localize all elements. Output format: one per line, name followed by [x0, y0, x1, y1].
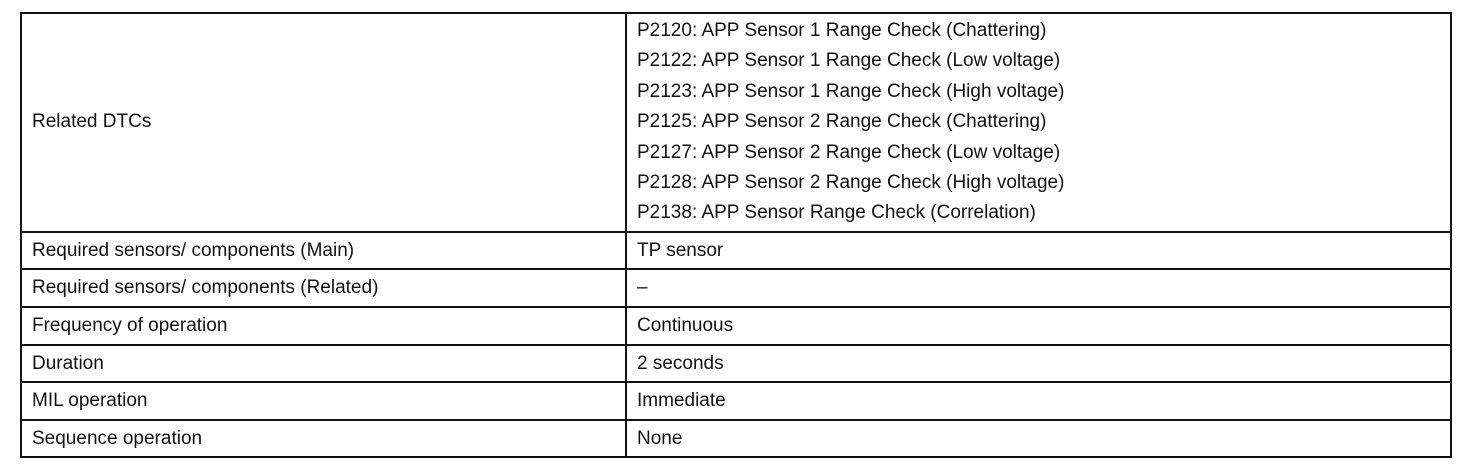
table-row-sequence-operation	[21, 420, 1451, 458]
row-value-related-dtcs	[626, 13, 1451, 232]
row-value-required-sensors-related: –	[626, 269, 1451, 307]
table-row-duration	[21, 345, 1451, 383]
table-row-related-dtcs	[21, 13, 1451, 232]
table-row-required-sensors-main	[21, 232, 1451, 270]
row-label-duration: Duration	[21, 345, 626, 383]
dtc-item-p2122: P2122: APP Sensor 1 Range Check (Low voltage)	[637, 50, 1061, 72]
row-value-sequence-operation: None	[626, 420, 1451, 458]
dtc-item-p2128: P2128: APP Sensor 2 Range Check (High voltage)	[637, 172, 1065, 194]
table-row-required-sensors-related	[21, 269, 1451, 307]
dtc-item-p2138: P2138: APP Sensor Range Check (Correlation)	[637, 202, 1036, 224]
dtc-item-p2125: P2125: APP Sensor 2 Range Check (Chattering)	[637, 111, 1047, 133]
row-label-required-sensors-main: Required sensors/ components (Main)	[21, 232, 626, 270]
dtc-item-p2127: P2127: APP Sensor 2 Range Check (Low voltage)	[637, 141, 1061, 163]
dtc-item-p2123: P2123: APP Sensor 1 Range Check (High voltage)	[637, 80, 1065, 102]
dtc-item-p2120: P2120: APP Sensor 1 Range Check (Chattering)	[637, 20, 1047, 41]
row-label-frequency-of-operation: Frequency of operation	[21, 307, 626, 345]
row-label-sequence-operation: Sequence operation	[21, 420, 626, 458]
row-label-related-dtcs: Related DTCs	[21, 13, 626, 232]
table-row-mil-operation	[21, 382, 1451, 420]
table-row-frequency-of-operation	[21, 307, 1451, 345]
row-value-required-sensors-main: TP sensor	[626, 232, 1451, 270]
row-label-mil-operation: MIL operation	[21, 382, 626, 420]
row-value-frequency-of-operation: Continuous	[626, 307, 1451, 345]
row-label-required-sensors-related: Required sensors/ components (Related)	[21, 269, 626, 307]
monitor-spec-table	[20, 12, 1452, 458]
row-value-duration: 2 seconds	[626, 345, 1451, 383]
row-value-mil-operation: Immediate	[626, 382, 1451, 420]
